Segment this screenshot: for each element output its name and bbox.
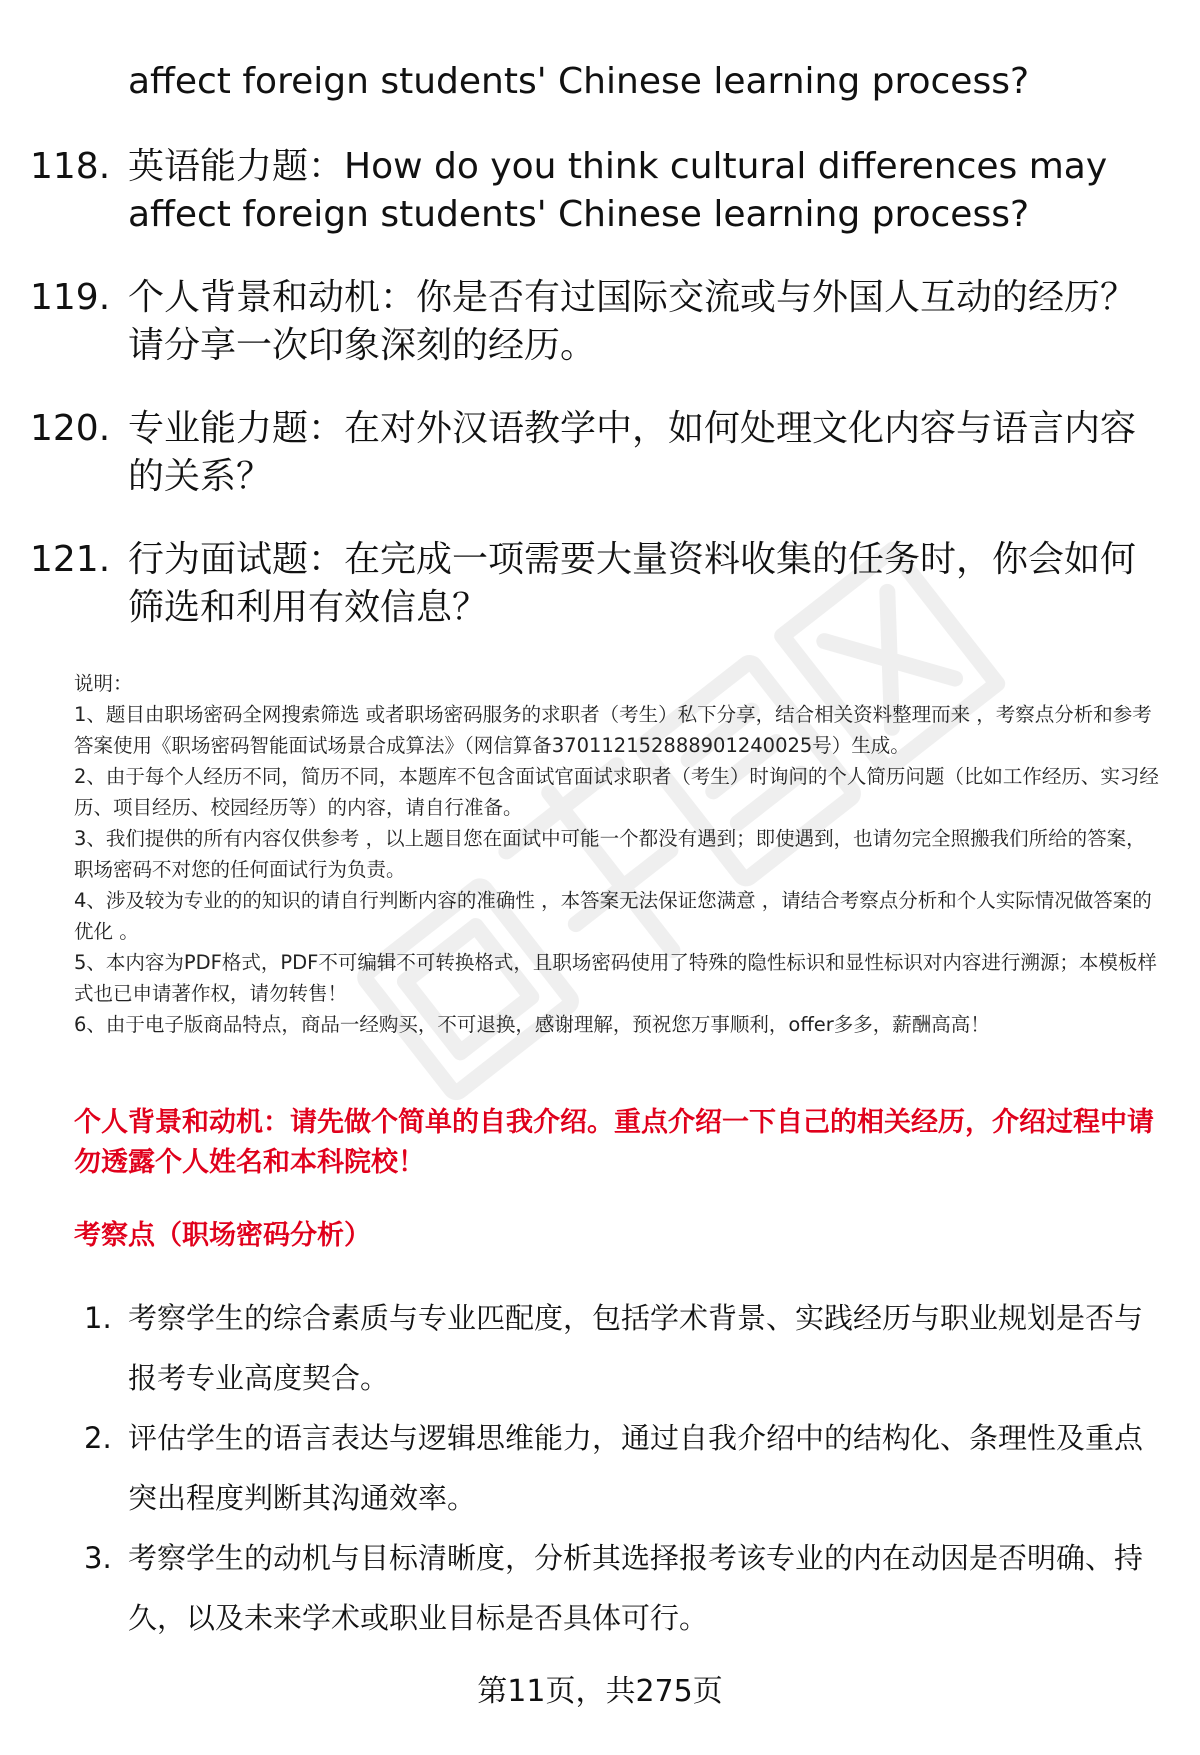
analysis-item bbox=[84, 1408, 1150, 1528]
analysis-item bbox=[84, 1288, 1150, 1408]
note-item: 5、本内容为PDF格式，PDF不可编辑不可转换格式，且职场密码使用了特殊的隐性标识和显性标识对内容进行溯源；本模板样式也已申请著作权，请勿转售！ bbox=[74, 951, 1157, 1005]
question-text: 行为面试题：在完成一项需要大量资料收集的任务时，你会如何筛选和利用有效信息？ bbox=[128, 539, 1137, 628]
question-number: 121. bbox=[30, 539, 111, 580]
question-number: 119. bbox=[30, 277, 111, 318]
question-number: 120. bbox=[30, 408, 111, 449]
note-item: 3、我们提供的所有内容仅供参考 ，以上题目您在面试中可能一个都没有遇到；即使遇到，也请勿完全照搬我们所给的答案，职场密码不对您的任何面试行为负责。 bbox=[74, 827, 1146, 881]
analysis-item bbox=[84, 1528, 1150, 1648]
analysis-number: 3. bbox=[84, 1541, 112, 1575]
notes-section bbox=[74, 668, 1160, 1040]
analysis-text: 考察学生的动机与目标清晰度，分析其选择报考该专业的内在动因是否明确、持久，以及未来学术或职业目标是否具体可行。 bbox=[128, 1541, 1144, 1635]
analysis-title: 考察点（职场密码分析） bbox=[74, 1220, 371, 1251]
question-text: 个人背景和动机：你是否有过国际交流或与外国人互动的经历？请分享一次印象深刻的经历。 bbox=[128, 277, 1137, 366]
question-list bbox=[30, 143, 1140, 667]
page-number-footer: 第11页，共275页 bbox=[477, 1674, 723, 1709]
analysis-list bbox=[84, 1288, 1150, 1648]
question-item bbox=[30, 274, 1140, 370]
analysis-text: 考察学生的综合素质与专业匹配度，包括学术背景、实践经历与职业规划是否与报考专业高度契合。 bbox=[128, 1301, 1144, 1395]
question-text: 专业能力题：在对外汉语教学中，如何处理文化内容与语言内容的关系？ bbox=[128, 408, 1137, 497]
question-text: 英语能力题：How do you think cultural differences may affect foreign students' Chinese learning process? bbox=[128, 146, 1108, 235]
analysis-number: 2. bbox=[84, 1421, 112, 1455]
question-item bbox=[30, 143, 1140, 239]
note-item: 6、由于电子版商品特点，商品一经购买，不可退换，感谢理解，预祝您万事顺利，offer多多，薪酬高高！ bbox=[74, 1013, 990, 1036]
note-item: 1、题目由职场密码全网搜索筛选 或者职场密码服务的求职者（考生）私下分享，结合相关资料整理而来 ，考察点分析和参考答案使用《职场密码智能面试场景合成算法》（网信算备370112152888901240025号）生成。 bbox=[74, 703, 1152, 757]
question-item bbox=[30, 405, 1140, 501]
note-item: 2、由于每个人经历不同，简历不同，本题库不包含面试官面试求职者（考生）时询问的个人简历问题（比如工作经历、实习经历、项目经历、校园经历等）的内容，请自行准备。 bbox=[74, 765, 1159, 819]
note-item: 4、涉及较为专业的的知识的请自行判断内容的准确性 ，本答案无法保证您满意 ，请结合考察点分析和个人实际情况做答案的优化 。 bbox=[74, 889, 1152, 943]
highlight-question: 个人背景和动机：请先做个简单的自我介绍。重点介绍一下自己的相关经历，介绍过程中请勿透露个人姓名和本科院校！ bbox=[74, 1107, 1154, 1178]
analysis-text: 评估学生的语言表达与逻辑思维能力，通过自我介绍中的结构化、条理性及重点突出程度判断其沟通效率。 bbox=[128, 1421, 1144, 1515]
question-number: 118. bbox=[30, 146, 111, 187]
question-117-continuation: affect foreign students' Chinese learning process? bbox=[128, 61, 1030, 102]
notes-title: 说明： bbox=[74, 672, 133, 695]
analysis-number: 1. bbox=[84, 1301, 112, 1335]
question-item bbox=[30, 536, 1140, 632]
